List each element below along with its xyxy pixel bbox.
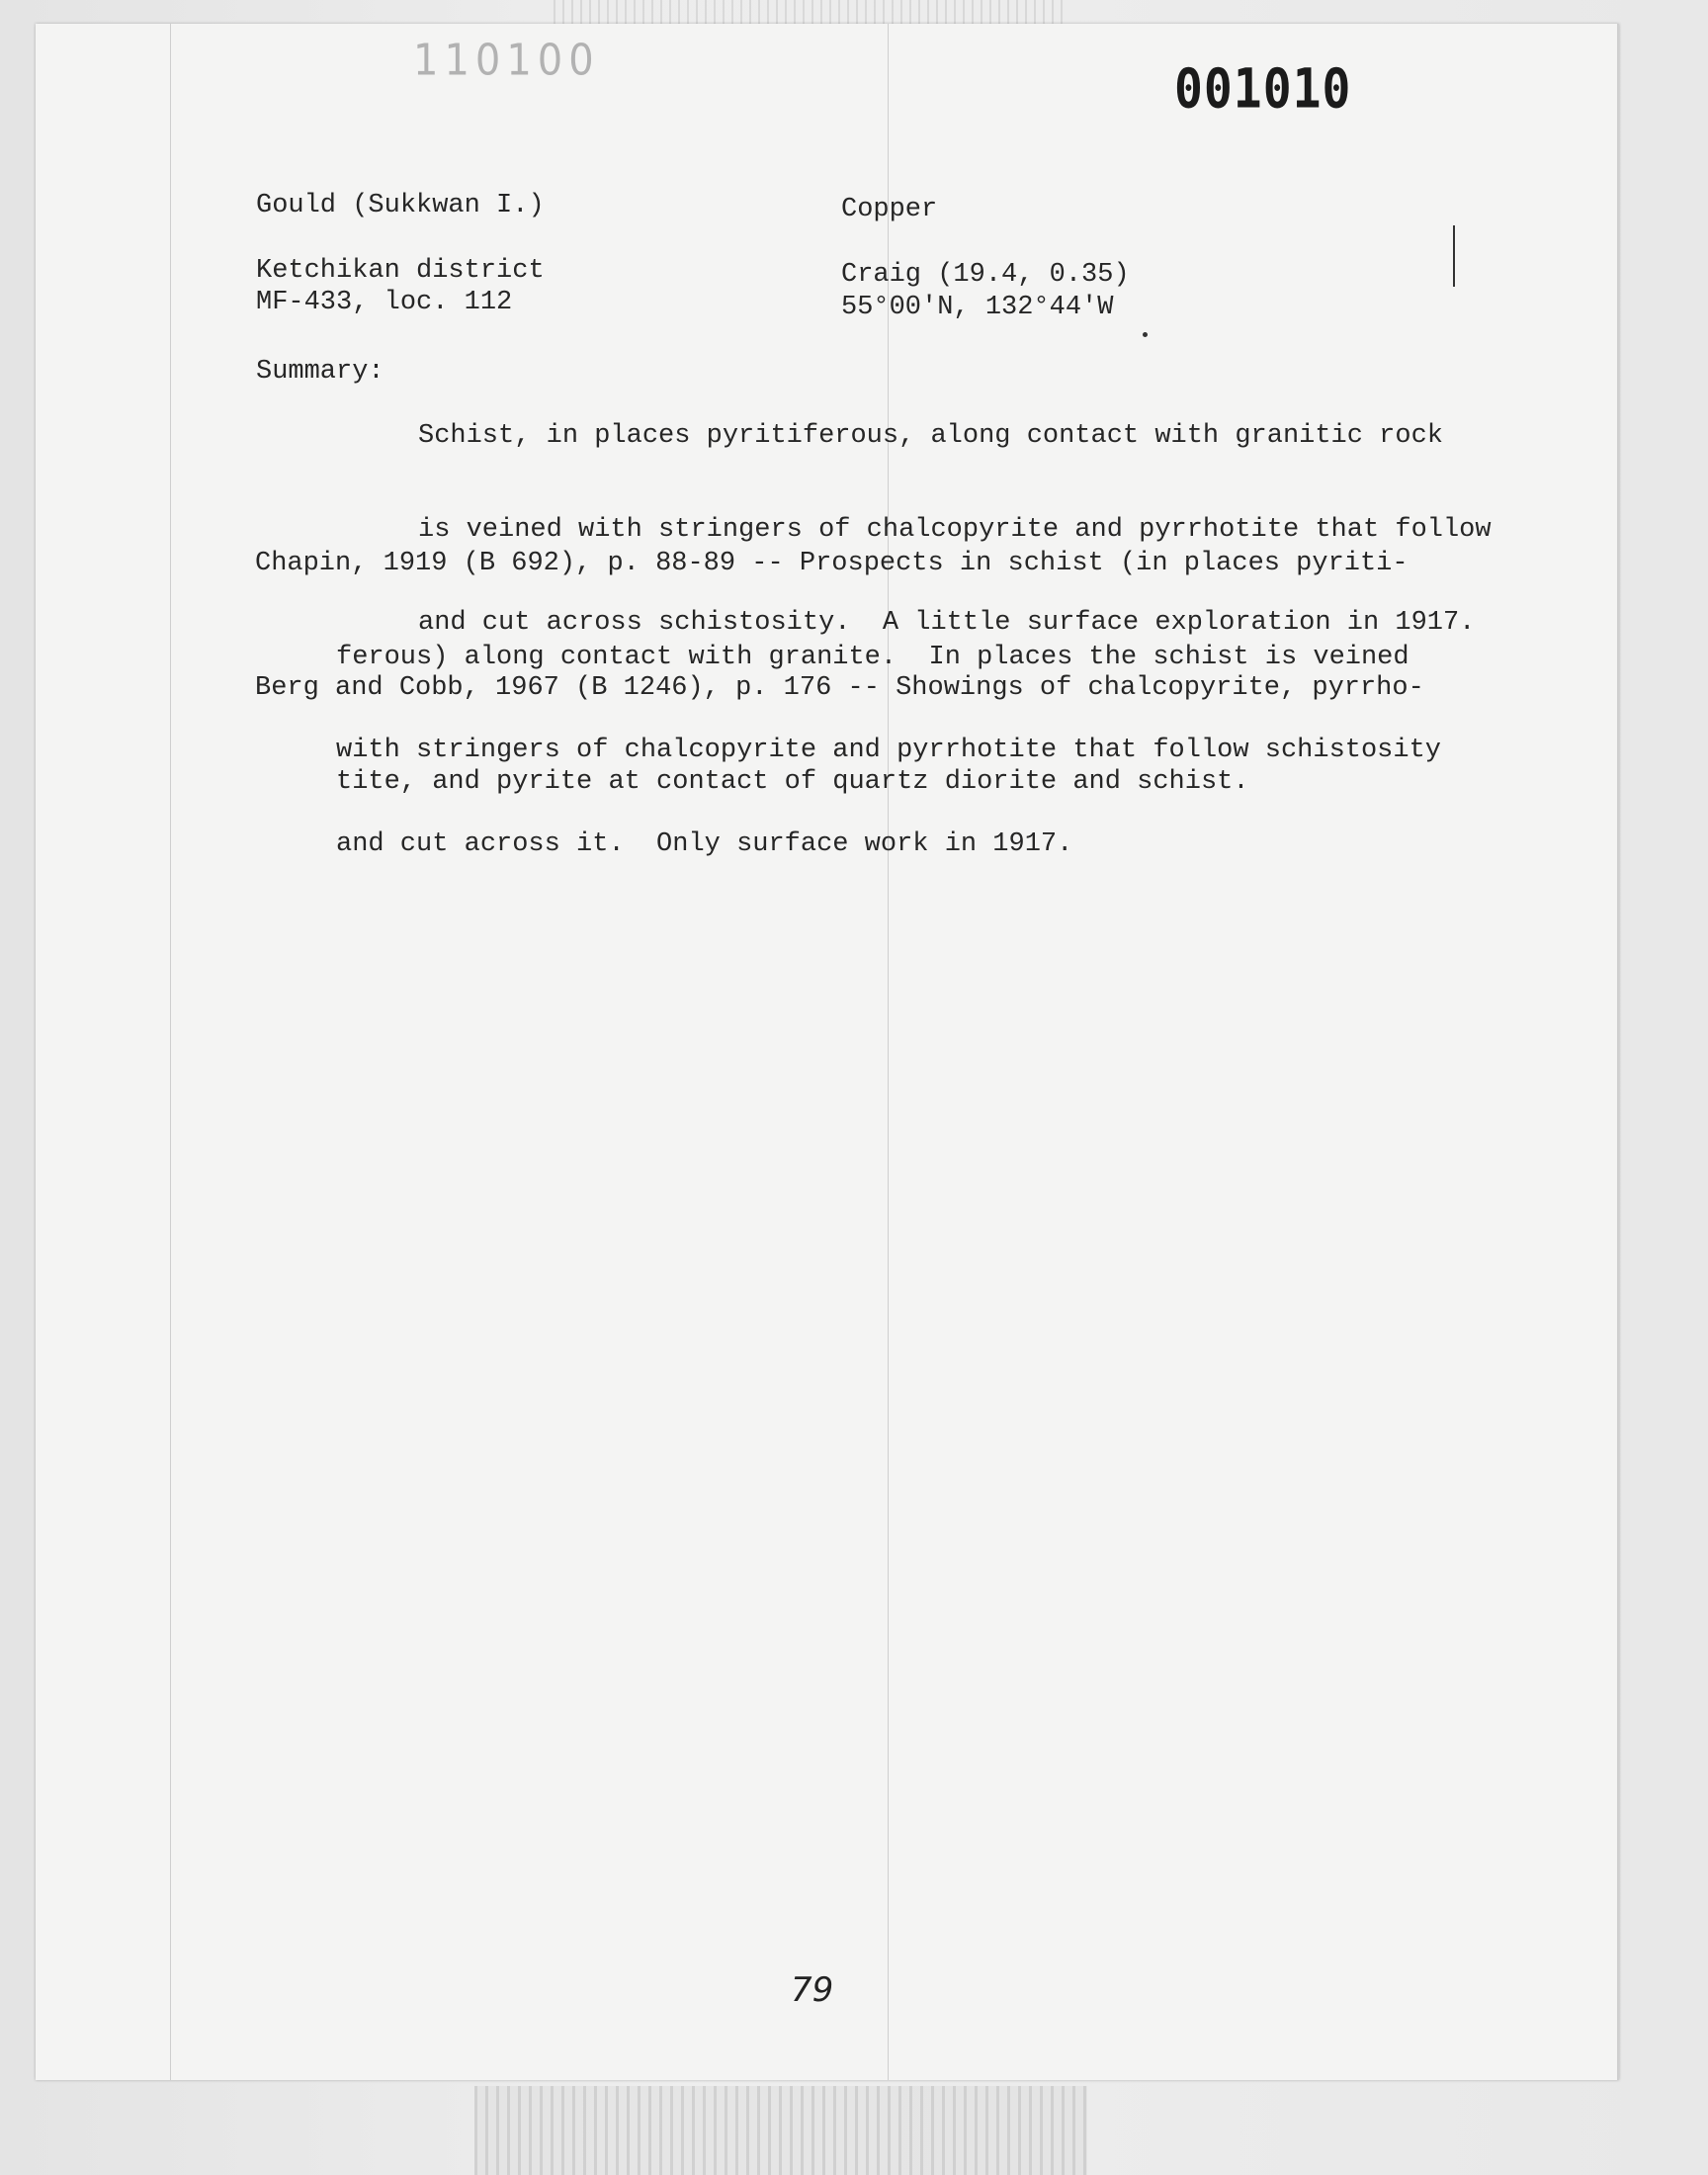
- reference-line: ferous) along contact with granite. In places the schist is veined: [336, 642, 1409, 672]
- document-page: [36, 24, 1619, 2080]
- summary-line: Schist, in places pyritiferous, along contact with granitic rock: [418, 421, 1443, 451]
- reference-line: Berg and Cobb, 1967 (B 1246), p. 176 -- Showings of chalcopyrite, pyrrho-: [255, 673, 1424, 703]
- map-reference: MF-433, loc. 112: [256, 288, 513, 317]
- district: Ketchikan district: [256, 256, 545, 286]
- reference-line: with stringers of chalcopyrite and pyrrhotite that follow schistosity: [336, 736, 1441, 765]
- summary-label: Summary:: [256, 357, 384, 387]
- commodity: Copper: [841, 195, 938, 224]
- summary-line: is veined with stringers of chalcopyrite and pyrrhotite that follow: [418, 514, 1492, 545]
- reference-line: tite, and pyrite at contact of quartz diorite and schist.: [336, 766, 1249, 797]
- margin-mark: [1453, 225, 1455, 287]
- reference-line: Chapin, 1919 (B 692), p. 88-89 -- Prospects in schist (in places pyriti-: [255, 549, 1409, 578]
- deposit-name: Gould (Sukkwan I.): [256, 191, 545, 220]
- coordinates: 55°00'N, 132°44'W: [841, 293, 1114, 322]
- page-number: 79: [791, 1970, 834, 2010]
- stray-dot: [1143, 332, 1148, 337]
- reference-line: and cut across it. Only surface work in 1917.: [336, 828, 1073, 859]
- reference-berg-cobb: [255, 611, 1424, 829]
- fold-line-left: [170, 24, 171, 2080]
- bold-stamp-number: 001010: [1174, 56, 1352, 122]
- scan-streak-top: [554, 0, 1068, 26]
- faint-stamp-number: 110100: [413, 35, 600, 86]
- fold-line-center: [888, 24, 889, 2080]
- scan-streak-bottom: [474, 2086, 1087, 2175]
- summary-line: and cut across schistosity. A little surface exploration in 1917.: [418, 608, 1476, 638]
- quadrangle: Craig (19.4, 0.35): [841, 260, 1130, 290]
